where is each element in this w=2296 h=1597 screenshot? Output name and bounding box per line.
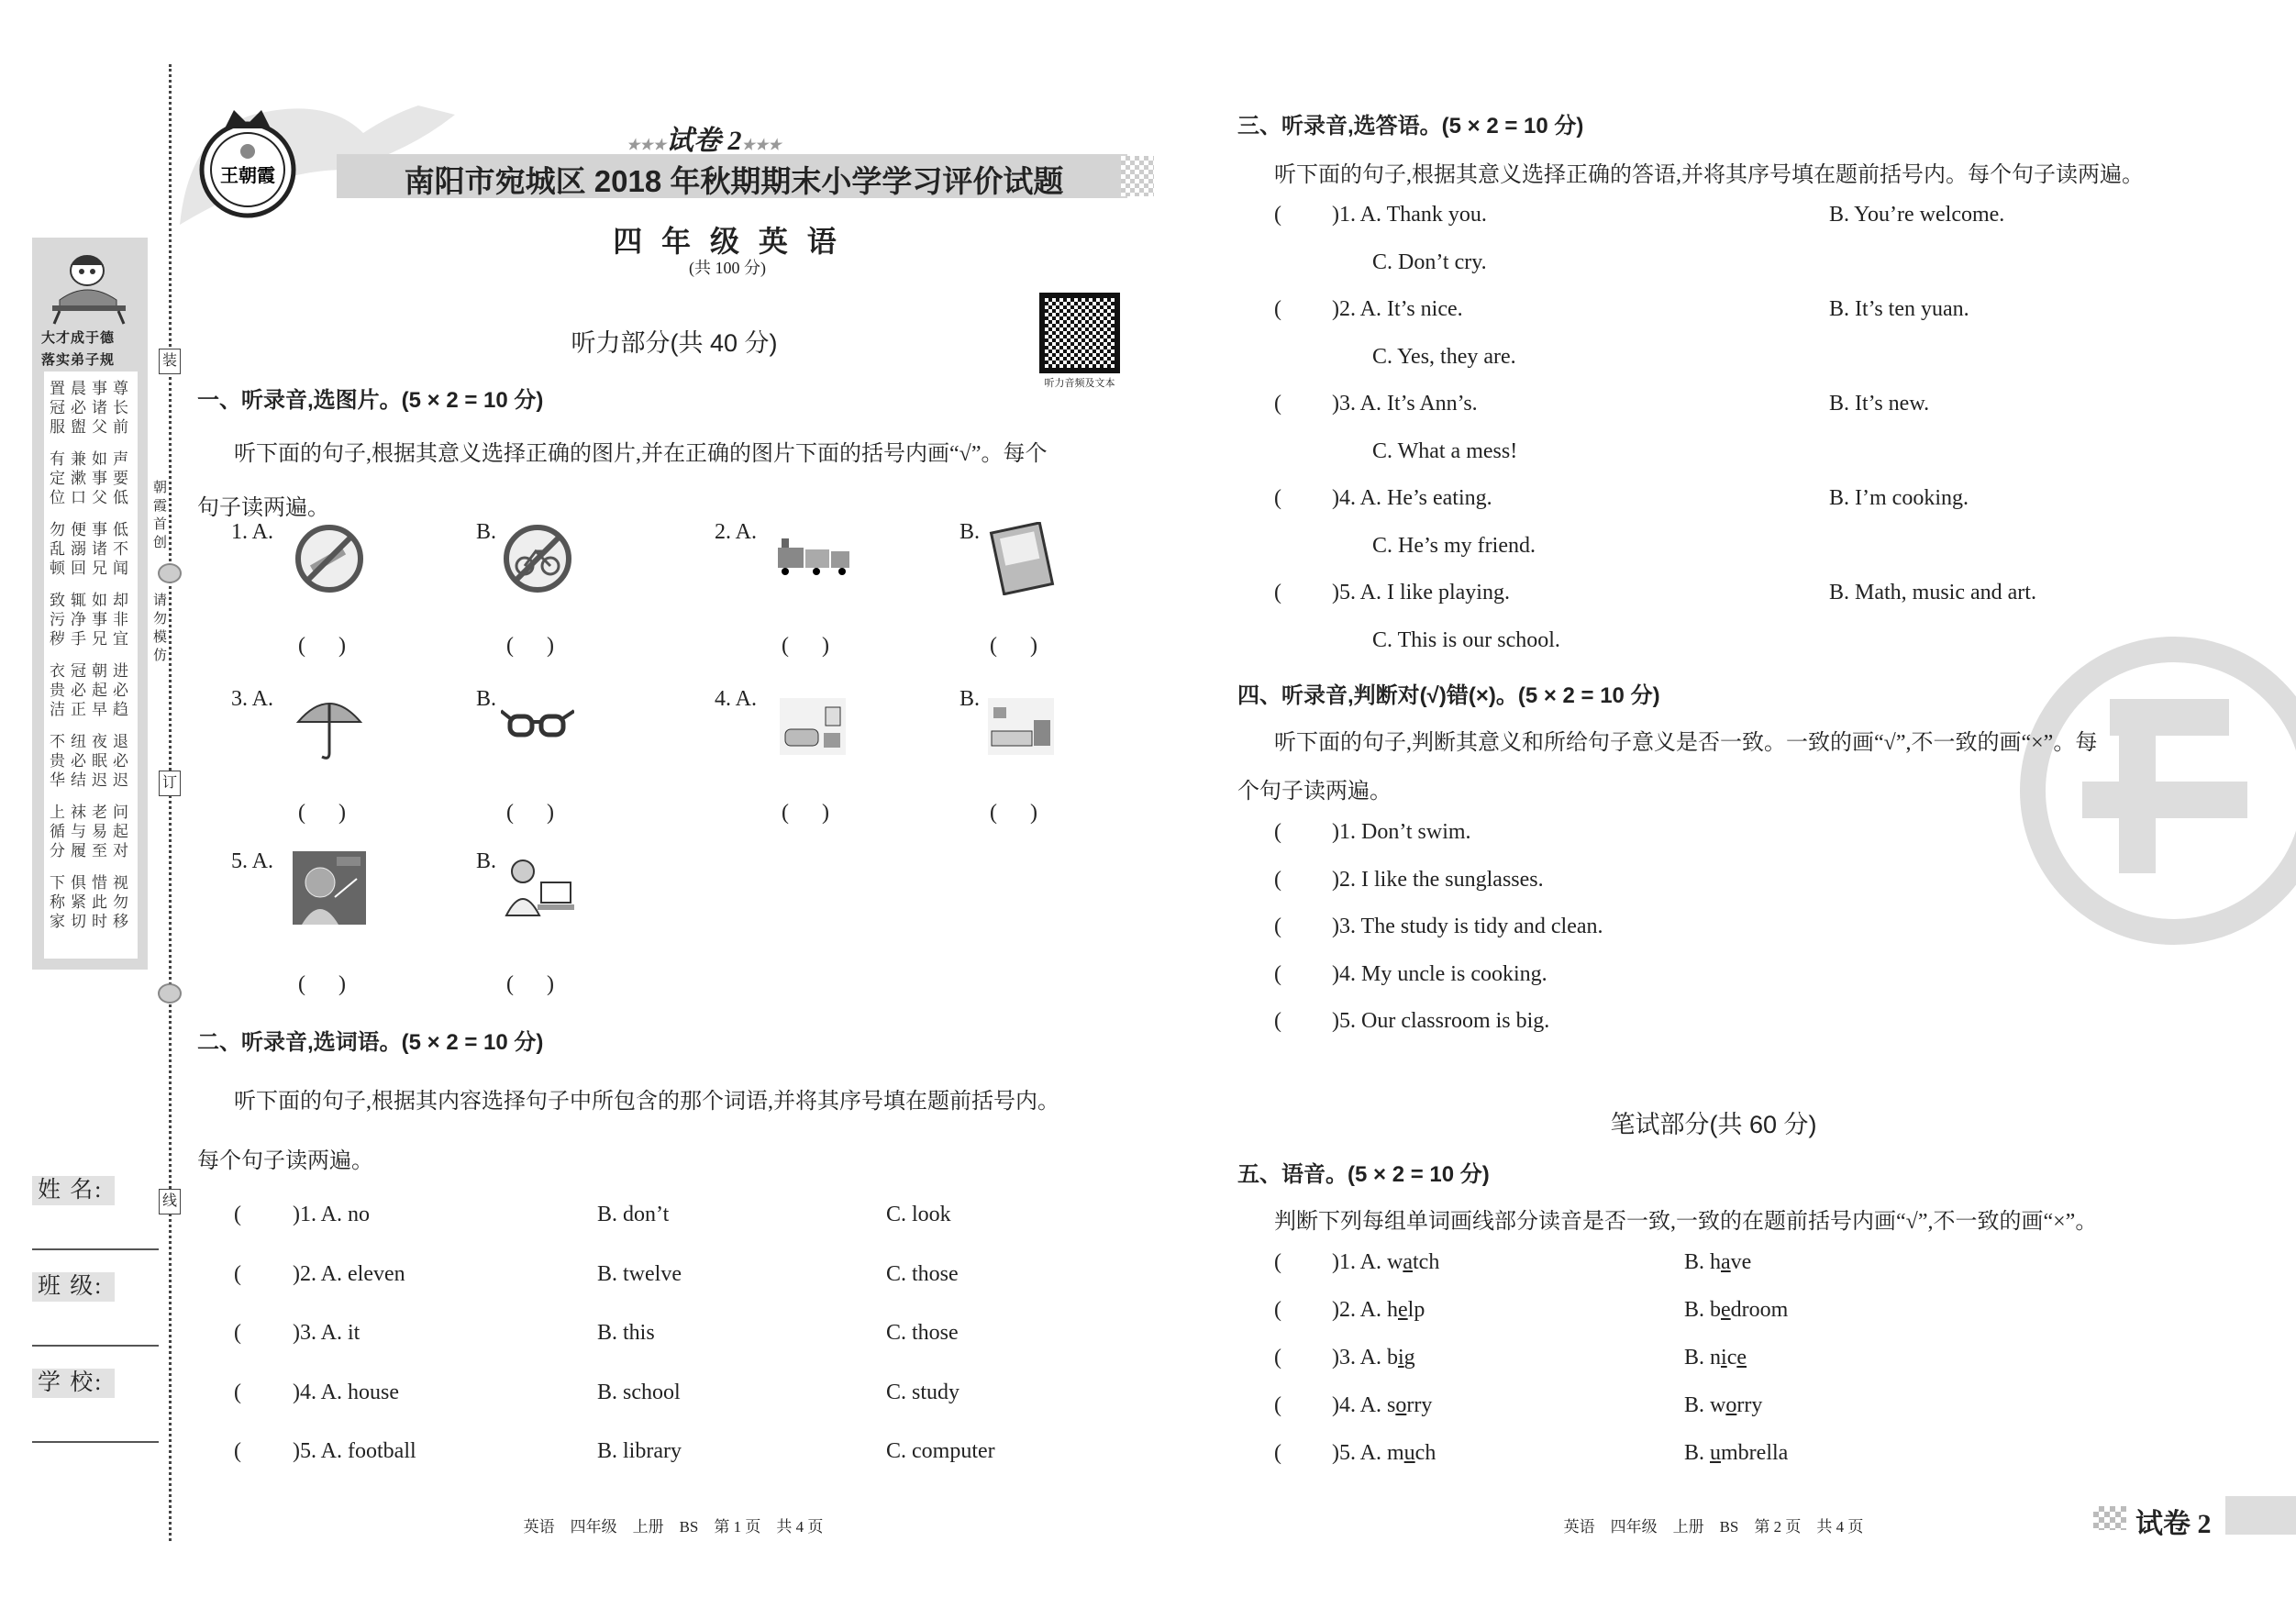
poem-stanza bbox=[50, 803, 138, 860]
question-number: )3. A. bbox=[1332, 1346, 1387, 1370]
badge-number: 2 bbox=[727, 126, 742, 156]
section3-instruction: 听下面的句子,根据其意义选择正确的答语,并将其序号填在题前括号内。每个句子读两遍。 bbox=[1274, 163, 2144, 187]
option-c: C. He’s my friend. bbox=[1372, 534, 1536, 558]
poem-line: 不纽夜退 bbox=[50, 733, 134, 750]
section5-heading: 五、语音。(5 × 2 = 10 分) bbox=[1237, 1162, 1490, 1187]
logo-badge bbox=[197, 110, 298, 220]
poem-stanza bbox=[50, 379, 138, 437]
option-c: C. look bbox=[886, 1203, 951, 1226]
statement: )3. The study is tidy and clean. bbox=[1332, 915, 1603, 938]
question-a: )4. A. He’s eating. bbox=[1332, 486, 1492, 510]
word-part: s bbox=[1387, 1393, 1396, 1417]
page-footer: 英语 四年级 上册 BS 第 1 页 共 4 页 bbox=[523, 1518, 824, 1536]
statement: )1. Don’t swim. bbox=[1332, 820, 1471, 844]
question-a: )3. A. it bbox=[293, 1321, 360, 1345]
answer-bracket[interactable]: ( ) bbox=[990, 801, 1037, 825]
answer-bracket[interactable]: ( ) bbox=[298, 801, 346, 825]
answer-bracket-open: ( bbox=[1274, 581, 1281, 604]
cut-marker: 订 bbox=[159, 771, 181, 796]
answer-bracket-open: ( bbox=[1274, 392, 1281, 416]
bathroom-picture bbox=[776, 689, 849, 762]
answer-bracket-open: ( bbox=[234, 1261, 241, 1286]
question-a: )1. A. no bbox=[293, 1203, 370, 1226]
checker-decoration bbox=[1121, 156, 1154, 196]
answer-bracket-open: ( bbox=[1274, 820, 1281, 844]
name-label: 姓 名: bbox=[32, 1176, 115, 1205]
answer-bracket[interactable]: ( ) bbox=[298, 972, 346, 996]
poem-line: 服盥父前 bbox=[50, 418, 134, 436]
option-a bbox=[1332, 1250, 1439, 1275]
poem-stanza bbox=[50, 873, 138, 931]
option-b bbox=[1684, 1250, 1751, 1275]
cut-marker: 装 bbox=[159, 349, 181, 374]
no-cycling-picture bbox=[501, 522, 574, 595]
word-part: c bbox=[1726, 1346, 1737, 1370]
poem-line: 污净事非 bbox=[50, 611, 134, 628]
option-c: C. those bbox=[886, 1321, 959, 1345]
option-b: B. school bbox=[597, 1380, 681, 1404]
word-part: w bbox=[1387, 1250, 1403, 1274]
section4-instruction: 听下面的句子,判断其意义和所给句子意义是否一致。一致的画“√”,不一致的画“×”。每 bbox=[1274, 731, 2098, 755]
cut-marker: 线 bbox=[159, 1189, 181, 1214]
option-c: C. This is our school. bbox=[1372, 628, 1560, 652]
umbrella-picture bbox=[293, 689, 366, 762]
question-a: )5. A. I like playing. bbox=[1332, 581, 1510, 604]
poem-line: 位口父低 bbox=[50, 489, 134, 506]
word-part: b bbox=[1387, 1346, 1398, 1370]
poem-line: 分履至对 bbox=[50, 842, 134, 859]
question-number: 2. A. bbox=[715, 520, 758, 544]
answer-bracket-open: ( bbox=[234, 1321, 241, 1345]
underlined-letter: i bbox=[1721, 1346, 1727, 1370]
bedroom-picture bbox=[984, 689, 1058, 762]
underlined-letter: a bbox=[1403, 1250, 1413, 1274]
underlined-letter: a bbox=[1721, 1250, 1731, 1274]
option-label: B. bbox=[959, 520, 981, 544]
question-number: 3. A. bbox=[231, 687, 274, 711]
option-prefix: B. w bbox=[1684, 1393, 1726, 1417]
question-number: )1. A. bbox=[1332, 1250, 1387, 1274]
statement: )5. Our classroom is big. bbox=[1332, 1009, 1550, 1033]
option-label: B. bbox=[476, 849, 497, 873]
option-a bbox=[1332, 1346, 1415, 1370]
poem-line: 乱溺诸不 bbox=[50, 540, 134, 558]
answer-bracket[interactable]: ( ) bbox=[298, 634, 346, 658]
underlined-letter: o bbox=[1725, 1393, 1737, 1417]
option-b: B. I’m cooking. bbox=[1829, 486, 1969, 510]
section2-instruction: 每个句子读两遍。 bbox=[197, 1149, 373, 1173]
exam-title: 南阳市宛城区 2018 年秋期期末小学学习评价试题 bbox=[404, 164, 1064, 198]
answer-bracket-open: ( bbox=[1274, 915, 1281, 938]
poem-stanza bbox=[50, 520, 138, 578]
svg-text:王朝霞: 王朝霞 bbox=[220, 164, 275, 186]
question-a: )1. A. Thank you. bbox=[1332, 203, 1487, 227]
poem-line: 贵必起必 bbox=[50, 682, 134, 699]
qr-caption: 听力音频及文本 bbox=[1044, 378, 1115, 389]
class-input-line[interactable] bbox=[32, 1345, 159, 1347]
section5-instruction: 判断下列每组单词画线部分读音是否一致,一致的在题前括号内画“√”,不一致的画“×”。 bbox=[1274, 1210, 2098, 1234]
question-a: )4. A. house bbox=[293, 1380, 399, 1404]
answer-bracket-open: ( bbox=[1274, 1009, 1281, 1033]
option-label: B. bbox=[959, 687, 981, 711]
poem-line: 勿便事低 bbox=[50, 521, 134, 538]
answer-bracket[interactable]: ( ) bbox=[990, 634, 1037, 658]
poem-line: 称紧此勿 bbox=[50, 893, 134, 911]
paper-badge bbox=[627, 117, 782, 158]
underlined-letter: e bbox=[1398, 1298, 1408, 1322]
word-part: ch bbox=[1414, 1441, 1436, 1465]
star-icons: ★★★ bbox=[627, 138, 667, 153]
word-part: lp bbox=[1407, 1298, 1425, 1322]
scholar-boy-illustration bbox=[32, 243, 148, 326]
section1-instruction: 句子读两遍。 bbox=[197, 496, 329, 520]
option-b: B. don’t bbox=[597, 1203, 670, 1226]
word-part: h bbox=[1387, 1298, 1398, 1322]
word-part: rry bbox=[1406, 1393, 1433, 1417]
poem-line: 顿回兄闻 bbox=[50, 560, 134, 577]
question-number: )4. A. bbox=[1332, 1393, 1387, 1417]
option-c: C. computer bbox=[886, 1439, 995, 1463]
word-part: m bbox=[1387, 1441, 1404, 1465]
section4-instruction: 个句子读两遍。 bbox=[1237, 780, 1392, 804]
option-label: B. bbox=[476, 520, 497, 544]
option-label: B. bbox=[476, 687, 497, 711]
word-part: droom bbox=[1730, 1298, 1789, 1322]
listening-heading: 听力部分(共 40 分) bbox=[571, 329, 778, 357]
binding-dotted-line bbox=[169, 64, 172, 1541]
vertical-note: 朝霞首创 bbox=[153, 481, 168, 550]
underlined-letter: i bbox=[1398, 1346, 1404, 1370]
train-picture bbox=[776, 522, 849, 595]
poem-stanza bbox=[50, 449, 138, 507]
answer-bracket[interactable]: ( ) bbox=[506, 972, 554, 996]
corner-gray-block bbox=[2225, 1496, 2296, 1535]
school-input-line[interactable] bbox=[32, 1441, 159, 1443]
motto-line: 落实弟子规 bbox=[41, 352, 116, 368]
option-b bbox=[1684, 1393, 1762, 1418]
no-smoking-picture bbox=[293, 522, 366, 595]
poem-stanza bbox=[50, 661, 138, 719]
underlined-letter: u bbox=[1710, 1441, 1722, 1465]
question-number: 4. A. bbox=[715, 687, 758, 711]
poem-line: 秽手兄宜 bbox=[50, 630, 134, 648]
name-input-line[interactable] bbox=[32, 1248, 159, 1250]
option-b: B. You’re welcome. bbox=[1829, 203, 2005, 227]
answer-bracket-open: ( bbox=[234, 1380, 241, 1404]
class-label: 班 级: bbox=[32, 1272, 115, 1302]
option-b bbox=[1684, 1298, 1788, 1323]
poem-line: 华结迟迟 bbox=[50, 771, 134, 789]
word-part: mbrella bbox=[1721, 1441, 1789, 1465]
option-b: B. Math, music and art. bbox=[1829, 581, 2036, 604]
poem-line: 贵必眠必 bbox=[50, 752, 134, 770]
qr-code[interactable] bbox=[1039, 293, 1120, 373]
answer-bracket-open: ( bbox=[1274, 1298, 1281, 1322]
answer-bracket-open: ( bbox=[1274, 486, 1281, 510]
option-c: C. What a mess! bbox=[1372, 439, 1518, 463]
option-b: B. It’s new. bbox=[1829, 392, 1930, 416]
page-footer: 英语 四年级 上册 BS 第 2 页 共 4 页 bbox=[1563, 1518, 1864, 1536]
star-icons: ★★★ bbox=[741, 138, 782, 153]
option-c: C. study bbox=[886, 1380, 960, 1404]
question-number: 1. A. bbox=[231, 520, 274, 544]
corner-paper-badge: 试卷 2 bbox=[2135, 1509, 2212, 1539]
question-number: 5. A. bbox=[231, 849, 274, 873]
option-b: B. It’s ten yuan. bbox=[1829, 297, 1969, 321]
computer-user-picture bbox=[501, 851, 574, 925]
poem-line: 致辄如却 bbox=[50, 592, 134, 609]
answer-bracket-open: ( bbox=[1274, 961, 1281, 986]
underlined-letter: u bbox=[1403, 1441, 1415, 1465]
poem-line: 家切时移 bbox=[50, 913, 134, 930]
question-number: )2. A. bbox=[1332, 1298, 1387, 1322]
answer-bracket-open: ( bbox=[1274, 1250, 1281, 1274]
option-b bbox=[1684, 1346, 1747, 1370]
question-a: )5. A. football bbox=[293, 1439, 416, 1463]
motto-line: 大才成于德 bbox=[41, 330, 116, 346]
answer-bracket-open: ( bbox=[1274, 1346, 1281, 1370]
underlined-letter: e bbox=[1736, 1346, 1747, 1370]
option-prefix: B. n bbox=[1684, 1346, 1722, 1370]
poem-line: 循与易起 bbox=[50, 823, 134, 840]
word-part: rry bbox=[1736, 1393, 1763, 1417]
option-prefix: B. b bbox=[1684, 1298, 1722, 1322]
answer-bracket[interactable]: ( ) bbox=[782, 801, 829, 825]
option-b: B. library bbox=[597, 1439, 682, 1463]
watermark-seal bbox=[2020, 637, 2296, 945]
answer-bracket[interactable]: ( ) bbox=[506, 634, 554, 658]
word-part: tch bbox=[1413, 1250, 1440, 1274]
option-prefix: B. bbox=[1684, 1441, 1711, 1465]
option-a bbox=[1332, 1393, 1432, 1418]
option-a bbox=[1332, 1441, 1436, 1466]
poem-line: 置晨事尊 bbox=[50, 380, 134, 397]
question-a: )3. A. It’s Ann’s. bbox=[1332, 392, 1478, 416]
poem-line: 冠必诸长 bbox=[50, 399, 134, 416]
option-b bbox=[1684, 1441, 1788, 1466]
option-c: C. Yes, they are. bbox=[1372, 345, 1516, 369]
school-label: 学 校: bbox=[32, 1369, 115, 1398]
option-c: C. Don’t cry. bbox=[1372, 250, 1487, 274]
poem-line: 有兼如声 bbox=[50, 450, 134, 468]
teacher-picture bbox=[293, 851, 366, 925]
glasses-picture bbox=[501, 689, 574, 762]
underlined-letter: o bbox=[1395, 1393, 1407, 1417]
question-a: )2. A. eleven bbox=[293, 1261, 405, 1286]
total-score: (共 100 分) bbox=[689, 259, 766, 277]
answer-bracket-open: ( bbox=[1274, 1393, 1281, 1417]
question-number: )5. A. bbox=[1332, 1441, 1387, 1465]
question-a: )2. A. It’s nice. bbox=[1332, 297, 1463, 321]
answer-bracket-open: ( bbox=[234, 1203, 241, 1226]
swirl-icon bbox=[158, 563, 182, 583]
answer-bracket[interactable]: ( ) bbox=[782, 634, 829, 658]
poem-line: 洁正早趋 bbox=[50, 701, 134, 718]
section2-heading: 二、听录音,选词语。(5 × 2 = 10 分) bbox=[197, 1030, 544, 1055]
poem-line: 衣冠朝进 bbox=[50, 662, 134, 680]
answer-bracket-open: ( bbox=[1274, 1441, 1281, 1465]
writing-heading: 笔试部分(共 60 分) bbox=[1610, 1111, 1817, 1138]
book-picture bbox=[984, 522, 1058, 595]
word-part: g bbox=[1403, 1346, 1415, 1370]
answer-bracket-open: ( bbox=[234, 1439, 241, 1463]
dizigui-poem bbox=[44, 372, 138, 959]
statement: )2. I like the sunglasses. bbox=[1332, 867, 1544, 892]
poem-stanza bbox=[50, 591, 138, 649]
option-prefix: B. h bbox=[1684, 1250, 1722, 1274]
section4-heading: 四、听录音,判断对(√)错(×)。(5 × 2 = 10 分) bbox=[1237, 683, 1660, 708]
option-b: B. twelve bbox=[597, 1261, 682, 1286]
badge-label: 试卷 bbox=[666, 126, 722, 156]
poem-line: 下俱惜视 bbox=[50, 874, 134, 892]
corner-decoration bbox=[2093, 1506, 2126, 1530]
answer-bracket-open: ( bbox=[1274, 203, 1281, 227]
vertical-note: 请勿模仿 bbox=[153, 593, 168, 663]
swirl-icon bbox=[158, 983, 182, 1004]
word-part: ve bbox=[1730, 1250, 1752, 1274]
section1-heading: 一、听录音,选图片。(5 × 2 = 10 分) bbox=[197, 388, 544, 413]
poem-line: 上袜老问 bbox=[50, 804, 134, 821]
section3-heading: 三、听录音,选答语。(5 × 2 = 10 分) bbox=[1237, 114, 1584, 139]
poem-line: 定漱事要 bbox=[50, 470, 134, 487]
poem-stanza bbox=[50, 732, 138, 790]
section1-instruction: 听下面的句子,根据其意义选择正确的图片,并在正确的图片下面的括号内画“√”。每个 bbox=[234, 442, 1048, 466]
underlined-letter: e bbox=[1721, 1298, 1731, 1322]
option-c: C. those bbox=[886, 1261, 959, 1286]
section2-instruction: 听下面的句子,根据其内容选择句子中所包含的那个词语,并将其序号填在题前括号内。 bbox=[234, 1090, 1059, 1114]
answer-bracket-open: ( bbox=[1274, 867, 1281, 892]
option-b: B. this bbox=[597, 1321, 655, 1345]
statement: )4. My uncle is cooking. bbox=[1332, 961, 1547, 986]
subject-title: 四 年 级 英 语 bbox=[613, 225, 842, 258]
answer-bracket[interactable]: ( ) bbox=[506, 801, 554, 825]
option-a bbox=[1332, 1298, 1425, 1323]
answer-bracket-open: ( bbox=[1274, 297, 1281, 321]
